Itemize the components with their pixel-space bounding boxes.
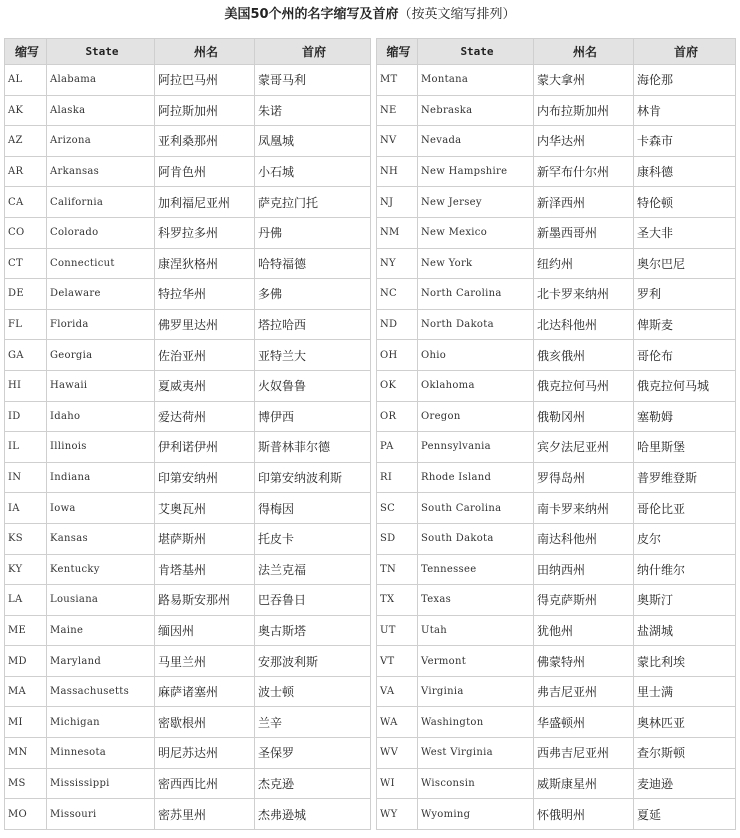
state-abbr-cell: NV xyxy=(377,126,418,157)
state-abbr-cell: AZ xyxy=(5,126,47,157)
state-name-en-cell: Florida xyxy=(47,309,155,340)
state-abbr-cell: AR xyxy=(5,156,47,187)
capital-cell: 火奴鲁鲁 xyxy=(255,370,371,401)
table-row xyxy=(377,217,736,248)
states-table-left xyxy=(4,38,371,830)
table-row xyxy=(5,156,371,187)
state-name-zh-cell: 阿拉巴马州 xyxy=(155,65,255,96)
state-name-en-cell: Wisconsin xyxy=(418,768,534,799)
state-name-zh-cell: 路易斯安那州 xyxy=(155,585,255,616)
capital-cell: 皮尔 xyxy=(634,523,736,554)
state-abbr-cell: WA xyxy=(377,707,418,738)
capital-cell: 哈里斯堡 xyxy=(634,432,736,463)
state-abbr-cell: FL xyxy=(5,309,47,340)
capital-cell: 林肯 xyxy=(634,95,736,126)
state-name-en-cell: Delaware xyxy=(47,279,155,310)
state-name-zh-cell: 怀俄明州 xyxy=(534,799,634,830)
state-name-zh-cell: 马里兰州 xyxy=(155,646,255,677)
capital-cell: 查尔斯顿 xyxy=(634,738,736,769)
state-abbr-cell: SC xyxy=(377,493,418,524)
state-name-zh-cell: 南卡罗来纳州 xyxy=(534,493,634,524)
state-name-zh-cell: 宾夕法尼亚州 xyxy=(534,432,634,463)
table-row xyxy=(5,676,371,707)
state-name-en-cell: Georgia xyxy=(47,340,155,371)
table-row xyxy=(5,768,371,799)
state-abbr-cell: NC xyxy=(377,279,418,310)
capital-cell: 康科德 xyxy=(634,156,736,187)
state-name-en-cell: Mississippi xyxy=(47,768,155,799)
state-name-en-cell: Massachusetts xyxy=(47,676,155,707)
state-name-en-cell: Oklahoma xyxy=(418,370,534,401)
state-name-en-cell: Alabama xyxy=(47,65,155,96)
state-name-zh-cell: 阿拉斯加州 xyxy=(155,95,255,126)
capital-cell: 普罗维登斯 xyxy=(634,462,736,493)
state-abbr-cell: MI xyxy=(5,707,47,738)
capital-cell: 纳什维尔 xyxy=(634,554,736,585)
table-row xyxy=(5,248,371,279)
state-abbr-cell: IA xyxy=(5,493,47,524)
state-abbr-cell: MT xyxy=(377,65,418,96)
state-name-en-cell: Vermont xyxy=(418,646,534,677)
state-name-zh-cell: 俄勒冈州 xyxy=(534,401,634,432)
state-name-en-cell: North Carolina xyxy=(418,279,534,310)
state-name-en-cell: Minnesota xyxy=(47,738,155,769)
state-name-en-cell: Texas xyxy=(418,585,534,616)
table-row xyxy=(377,401,736,432)
state-abbr-cell: WY xyxy=(377,799,418,830)
state-abbr-cell: CO xyxy=(5,217,47,248)
header-name-zh: 州名 xyxy=(155,39,255,65)
table-row xyxy=(377,309,736,340)
state-name-en-cell: Iowa xyxy=(47,493,155,524)
state-name-en-cell: Ohio xyxy=(418,340,534,371)
capital-cell: 海伦那 xyxy=(634,65,736,96)
state-abbr-cell: NJ xyxy=(377,187,418,218)
state-name-en-cell: Virginia xyxy=(418,676,534,707)
table-row xyxy=(5,585,371,616)
capital-cell: 哥伦比亚 xyxy=(634,493,736,524)
state-name-en-cell: Connecticut xyxy=(47,248,155,279)
capital-cell: 丹佛 xyxy=(255,217,371,248)
state-name-zh-cell: 北达科他州 xyxy=(534,309,634,340)
capital-cell: 蒙比利埃 xyxy=(634,646,736,677)
state-name-en-cell: New York xyxy=(418,248,534,279)
state-abbr-cell: ME xyxy=(5,615,47,646)
capital-cell: 多佛 xyxy=(255,279,371,310)
state-name-zh-cell: 田纳西州 xyxy=(534,554,634,585)
table-row xyxy=(5,309,371,340)
state-name-zh-cell: 肯塔基州 xyxy=(155,554,255,585)
state-name-zh-cell: 加利福尼亚州 xyxy=(155,187,255,218)
state-abbr-cell: KS xyxy=(5,523,47,554)
state-name-en-cell: Kentucky xyxy=(47,554,155,585)
header-abbr: 缩写 xyxy=(5,39,47,65)
state-abbr-cell: WV xyxy=(377,738,418,769)
table-row xyxy=(377,187,736,218)
table-row xyxy=(5,523,371,554)
state-abbr-cell: GA xyxy=(5,340,47,371)
capital-cell: 哥伦布 xyxy=(634,340,736,371)
state-name-zh-cell: 内华达州 xyxy=(534,126,634,157)
table-row xyxy=(5,646,371,677)
capital-cell: 奥林匹亚 xyxy=(634,707,736,738)
capital-cell: 法兰克福 xyxy=(255,554,371,585)
capital-cell: 俾斯麦 xyxy=(634,309,736,340)
state-name-en-cell: Oregon xyxy=(418,401,534,432)
state-abbr-cell: OR xyxy=(377,401,418,432)
table-row xyxy=(5,707,371,738)
state-name-zh-cell: 亚利桑那州 xyxy=(155,126,255,157)
table-row xyxy=(5,738,371,769)
state-name-zh-cell: 佛罗里达州 xyxy=(155,309,255,340)
capital-cell: 圣大非 xyxy=(634,217,736,248)
table-row xyxy=(5,432,371,463)
header-capital: 首府 xyxy=(634,39,736,65)
state-name-zh-cell: 阿肯色州 xyxy=(155,156,255,187)
capital-cell: 奥尔巴尼 xyxy=(634,248,736,279)
state-name-en-cell: Idaho xyxy=(47,401,155,432)
state-name-zh-cell: 密歇根州 xyxy=(155,707,255,738)
table-row xyxy=(5,370,371,401)
state-name-zh-cell: 密苏里州 xyxy=(155,799,255,830)
capital-cell: 奥斯汀 xyxy=(634,585,736,616)
state-name-zh-cell: 明尼苏达州 xyxy=(155,738,255,769)
state-abbr-cell: PA xyxy=(377,432,418,463)
state-abbr-cell: VA xyxy=(377,676,418,707)
state-name-zh-cell: 特拉华州 xyxy=(155,279,255,310)
state-name-zh-cell: 南达科他州 xyxy=(534,523,634,554)
capital-cell: 托皮卡 xyxy=(255,523,371,554)
table-row xyxy=(5,462,371,493)
capital-cell: 里士满 xyxy=(634,676,736,707)
table-row xyxy=(5,217,371,248)
table-row xyxy=(5,554,371,585)
state-name-en-cell: Lousiana xyxy=(47,585,155,616)
capital-cell: 塔拉哈西 xyxy=(255,309,371,340)
table-row xyxy=(377,615,736,646)
table-row xyxy=(377,340,736,371)
state-name-en-cell: South Dakota xyxy=(418,523,534,554)
state-name-en-cell: California xyxy=(47,187,155,218)
page-title-main: 美国50个州的名字缩写及首府 xyxy=(224,7,399,22)
state-name-en-cell: Arizona xyxy=(47,126,155,157)
table-row xyxy=(377,554,736,585)
state-name-en-cell: Maine xyxy=(47,615,155,646)
state-name-zh-cell: 堪萨斯州 xyxy=(155,523,255,554)
state-name-zh-cell: 佛蒙特州 xyxy=(534,646,634,677)
state-name-zh-cell: 弗吉尼亚州 xyxy=(534,676,634,707)
state-abbr-cell: OH xyxy=(377,340,418,371)
state-name-zh-cell: 缅因州 xyxy=(155,615,255,646)
states-table-right xyxy=(376,38,736,830)
capital-cell: 巴吞鲁日 xyxy=(255,585,371,616)
state-name-zh-cell: 威斯康星州 xyxy=(534,768,634,799)
state-name-en-cell: Tennessee xyxy=(418,554,534,585)
table-row xyxy=(377,95,736,126)
state-name-en-cell: Maryland xyxy=(47,646,155,677)
capital-cell: 夏延 xyxy=(634,799,736,830)
state-name-zh-cell: 印第安纳州 xyxy=(155,462,255,493)
state-name-zh-cell: 夏威夷州 xyxy=(155,370,255,401)
state-abbr-cell: CA xyxy=(5,187,47,218)
capital-cell: 斯普林菲尔德 xyxy=(255,432,371,463)
table-row xyxy=(377,738,736,769)
state-name-zh-cell: 艾奥瓦州 xyxy=(155,493,255,524)
table-row xyxy=(5,65,371,96)
state-name-zh-cell: 西弗吉尼亚州 xyxy=(534,738,634,769)
state-abbr-cell: RI xyxy=(377,462,418,493)
state-abbr-cell: VT xyxy=(377,646,418,677)
header-state: State xyxy=(47,39,155,65)
capital-cell: 奥古斯塔 xyxy=(255,615,371,646)
state-abbr-cell: TX xyxy=(377,585,418,616)
state-name-en-cell: Alaska xyxy=(47,95,155,126)
state-name-zh-cell: 伊利诺伊州 xyxy=(155,432,255,463)
state-name-zh-cell: 华盛顿州 xyxy=(534,707,634,738)
state-abbr-cell: NY xyxy=(377,248,418,279)
table-row xyxy=(377,432,736,463)
capital-cell: 得梅因 xyxy=(255,493,371,524)
state-name-en-cell: Illinois xyxy=(47,432,155,463)
capital-cell: 特伦顿 xyxy=(634,187,736,218)
capital-cell: 塞勒姆 xyxy=(634,401,736,432)
table-row xyxy=(377,768,736,799)
state-name-en-cell: Arkansas xyxy=(47,156,155,187)
state-name-zh-cell: 犹他州 xyxy=(534,615,634,646)
state-name-zh-cell: 北卡罗来纳州 xyxy=(534,279,634,310)
page-title-note: （按英文缩写排列） xyxy=(398,7,516,22)
state-name-en-cell: Michigan xyxy=(47,707,155,738)
state-name-en-cell: West Virginia xyxy=(418,738,534,769)
capital-cell: 朱诺 xyxy=(255,95,371,126)
state-abbr-cell: AK xyxy=(5,95,47,126)
state-name-zh-cell: 得克萨斯州 xyxy=(534,585,634,616)
header-abbr: 缩写 xyxy=(377,39,418,65)
capital-cell: 凤凰城 xyxy=(255,126,371,157)
state-name-zh-cell: 罗得岛州 xyxy=(534,462,634,493)
state-abbr-cell: CT xyxy=(5,248,47,279)
state-name-en-cell: Hawaii xyxy=(47,370,155,401)
state-name-en-cell: Rhode Island xyxy=(418,462,534,493)
capital-cell: 安那波利斯 xyxy=(255,646,371,677)
state-name-en-cell: Missouri xyxy=(47,799,155,830)
capital-cell: 圣保罗 xyxy=(255,738,371,769)
state-name-en-cell: Indiana xyxy=(47,462,155,493)
table-row xyxy=(377,646,736,677)
table-header-row xyxy=(5,39,371,65)
state-abbr-cell: MA xyxy=(5,676,47,707)
state-name-en-cell: Nebraska xyxy=(418,95,534,126)
state-name-zh-cell: 俄亥俄州 xyxy=(534,340,634,371)
state-name-zh-cell: 麻萨诸塞州 xyxy=(155,676,255,707)
state-abbr-cell: DE xyxy=(5,279,47,310)
table-row xyxy=(5,615,371,646)
table-row xyxy=(377,65,736,96)
table-header-row xyxy=(377,39,736,65)
state-name-zh-cell: 新罕布什尔州 xyxy=(534,156,634,187)
header-state: State xyxy=(418,39,534,65)
state-name-en-cell: Utah xyxy=(418,615,534,646)
table-row xyxy=(5,279,371,310)
capital-cell: 蒙哥马利 xyxy=(255,65,371,96)
state-name-zh-cell: 密西西比州 xyxy=(155,768,255,799)
table-row xyxy=(5,401,371,432)
table-row xyxy=(377,279,736,310)
capital-cell: 印第安纳波利斯 xyxy=(255,462,371,493)
table-row xyxy=(377,370,736,401)
capital-cell: 哈特福德 xyxy=(255,248,371,279)
capital-cell: 杰克逊 xyxy=(255,768,371,799)
state-name-en-cell: Montana xyxy=(418,65,534,96)
state-abbr-cell: HI xyxy=(5,370,47,401)
table-row xyxy=(377,126,736,157)
table-row xyxy=(5,340,371,371)
header-capital: 首府 xyxy=(255,39,371,65)
header-name-zh: 州名 xyxy=(534,39,634,65)
capital-cell: 博伊西 xyxy=(255,401,371,432)
state-abbr-cell: IL xyxy=(5,432,47,463)
state-name-en-cell: Washington xyxy=(418,707,534,738)
state-name-en-cell: New Mexico xyxy=(418,217,534,248)
state-name-en-cell: Wyoming xyxy=(418,799,534,830)
state-name-zh-cell: 康涅狄格州 xyxy=(155,248,255,279)
state-abbr-cell: WI xyxy=(377,768,418,799)
table-row xyxy=(5,493,371,524)
state-name-en-cell: South Carolina xyxy=(418,493,534,524)
state-abbr-cell: NE xyxy=(377,95,418,126)
table-row xyxy=(377,248,736,279)
capital-cell: 兰辛 xyxy=(255,707,371,738)
state-name-en-cell: New Hampshire xyxy=(418,156,534,187)
table-row xyxy=(5,95,371,126)
state-name-zh-cell: 新墨西哥州 xyxy=(534,217,634,248)
state-name-zh-cell: 内布拉斯加州 xyxy=(534,95,634,126)
capital-cell: 萨克拉门托 xyxy=(255,187,371,218)
state-abbr-cell: MN xyxy=(5,738,47,769)
state-abbr-cell: SD xyxy=(377,523,418,554)
capital-cell: 波士顿 xyxy=(255,676,371,707)
capital-cell: 卡森市 xyxy=(634,126,736,157)
table-row xyxy=(377,156,736,187)
state-name-zh-cell: 佐治亚州 xyxy=(155,340,255,371)
table-row xyxy=(377,493,736,524)
capital-cell: 小石城 xyxy=(255,156,371,187)
capital-cell: 亚特兰大 xyxy=(255,340,371,371)
capital-cell: 罗利 xyxy=(634,279,736,310)
state-abbr-cell: LA xyxy=(5,585,47,616)
state-name-zh-cell: 新泽西州 xyxy=(534,187,634,218)
table-row xyxy=(5,126,371,157)
table-row xyxy=(5,187,371,218)
capital-cell: 俄克拉何马城 xyxy=(634,370,736,401)
table-row xyxy=(377,462,736,493)
capital-cell: 盐湖城 xyxy=(634,615,736,646)
table-row xyxy=(377,799,736,830)
state-name-en-cell: Pennsylvania xyxy=(418,432,534,463)
state-abbr-cell: NM xyxy=(377,217,418,248)
table-row xyxy=(377,676,736,707)
capital-cell: 杰弗逊城 xyxy=(255,799,371,830)
state-abbr-cell: KY xyxy=(5,554,47,585)
state-abbr-cell: OK xyxy=(377,370,418,401)
page-title xyxy=(0,6,740,24)
capital-cell: 麦迪逊 xyxy=(634,768,736,799)
state-name-zh-cell: 爱达荷州 xyxy=(155,401,255,432)
table-row xyxy=(377,523,736,554)
table-row xyxy=(377,707,736,738)
state-abbr-cell: AL xyxy=(5,65,47,96)
table-row xyxy=(377,585,736,616)
state-name-en-cell: Nevada xyxy=(418,126,534,157)
state-name-en-cell: Kansas xyxy=(47,523,155,554)
state-abbr-cell: ND xyxy=(377,309,418,340)
state-abbr-cell: IN xyxy=(5,462,47,493)
state-abbr-cell: ID xyxy=(5,401,47,432)
state-abbr-cell: TN xyxy=(377,554,418,585)
state-name-zh-cell: 俄克拉何马州 xyxy=(534,370,634,401)
state-name-en-cell: New Jersey xyxy=(418,187,534,218)
table-row xyxy=(5,799,371,830)
state-name-zh-cell: 纽约州 xyxy=(534,248,634,279)
state-abbr-cell: MS xyxy=(5,768,47,799)
state-name-en-cell: North Dakota xyxy=(418,309,534,340)
state-abbr-cell: UT xyxy=(377,615,418,646)
state-name-zh-cell: 蒙大拿州 xyxy=(534,65,634,96)
state-abbr-cell: MO xyxy=(5,799,47,830)
state-name-en-cell: Colorado xyxy=(47,217,155,248)
state-abbr-cell: NH xyxy=(377,156,418,187)
state-name-zh-cell: 科罗拉多州 xyxy=(155,217,255,248)
state-abbr-cell: MD xyxy=(5,646,47,677)
